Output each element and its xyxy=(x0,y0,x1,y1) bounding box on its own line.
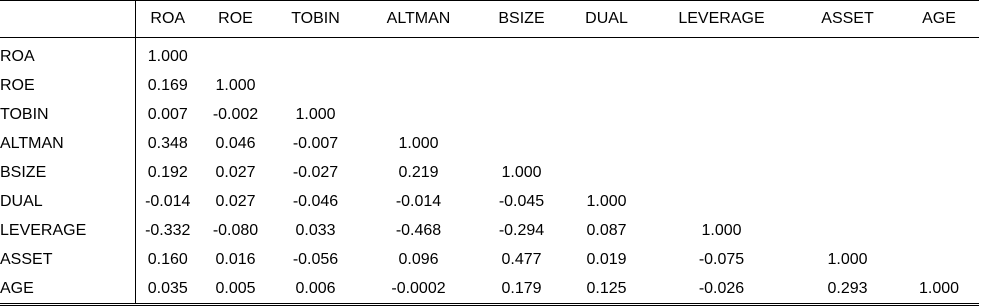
table-cell xyxy=(477,129,566,158)
table-cell xyxy=(796,158,899,187)
table-row xyxy=(0,129,979,158)
table-cell: 0.087 xyxy=(586,221,627,239)
table-cell: 1.000 xyxy=(295,105,336,123)
row-label: ROA xyxy=(0,38,135,72)
table-cell: -0.046 xyxy=(292,192,339,210)
table-cell xyxy=(899,245,979,274)
column-header: BSIZE xyxy=(498,10,545,27)
table-cell xyxy=(796,38,899,72)
table-cell: -0.007 xyxy=(292,134,339,152)
column-header: ROE xyxy=(218,10,253,27)
table-cell: -0.056 xyxy=(292,250,339,268)
table-cell: -0.045 xyxy=(498,192,545,210)
table-cell xyxy=(796,129,899,158)
column-header: LEVERAGE xyxy=(678,10,765,27)
table-cell: 1.000 xyxy=(827,250,868,268)
column-header: TOBIN xyxy=(291,10,340,27)
table-cell: -0.014 xyxy=(395,192,442,210)
table-cell xyxy=(899,158,979,187)
table-cell: -0.0002 xyxy=(391,279,446,297)
table-cell: 1.000 xyxy=(918,279,960,297)
table-cell xyxy=(647,71,796,100)
table-cell: 0.006 xyxy=(295,279,336,297)
table-cell xyxy=(899,187,979,216)
table-row xyxy=(0,216,979,245)
table-cell: 0.169 xyxy=(147,76,188,94)
table-cell: 1.000 xyxy=(215,76,256,94)
table-cell: 0.096 xyxy=(398,250,439,268)
table-cell: -0.026 xyxy=(698,279,745,297)
table-cell: 1.000 xyxy=(701,221,742,239)
row-label: ALTMAN xyxy=(0,129,135,158)
table-cell: 1.000 xyxy=(398,134,439,152)
row-label: DUAL xyxy=(0,187,135,216)
table-cell: 0.033 xyxy=(295,221,336,239)
table-cell: 0.027 xyxy=(215,163,256,181)
table-cell xyxy=(899,38,979,72)
table-row xyxy=(0,38,979,72)
table-row xyxy=(0,100,979,129)
table-cell xyxy=(477,38,566,72)
table-cell: -0.075 xyxy=(698,250,745,268)
table-row xyxy=(0,274,979,305)
row-label: ASSET xyxy=(0,245,135,274)
table-cell: 0.192 xyxy=(147,163,188,181)
table-row xyxy=(0,245,979,274)
table-cell: -0.080 xyxy=(212,221,259,239)
header-row xyxy=(0,1,979,38)
table-cell: -0.468 xyxy=(395,221,442,239)
table-cell xyxy=(796,100,899,129)
table-cell xyxy=(899,216,979,245)
table-cell xyxy=(899,129,979,158)
table-cell xyxy=(271,38,360,72)
table-cell: 0.027 xyxy=(215,192,256,210)
table-row xyxy=(0,71,979,100)
table-cell xyxy=(360,38,477,72)
table-cell xyxy=(647,158,796,187)
table-cell xyxy=(566,158,647,187)
table-cell: 0.019 xyxy=(586,250,627,268)
table-cell: 0.160 xyxy=(147,250,188,268)
table-row xyxy=(0,158,979,187)
column-header: DUAL xyxy=(585,10,628,27)
table-cell xyxy=(647,38,796,72)
table-cell: -0.027 xyxy=(292,163,339,181)
table-cell: 0.179 xyxy=(501,279,542,297)
table-cell xyxy=(566,38,647,72)
table-cell xyxy=(796,187,899,216)
table-cell: 0.016 xyxy=(215,250,256,268)
table-row xyxy=(0,187,979,216)
table-cell xyxy=(796,71,899,100)
table-cell: 0.219 xyxy=(398,163,439,181)
table-cell xyxy=(899,71,979,100)
table-cell xyxy=(566,71,647,100)
column-header: ROA xyxy=(150,10,186,27)
table-cell xyxy=(477,100,566,129)
table-cell: -0.294 xyxy=(498,221,545,239)
table-cell: 0.477 xyxy=(501,250,542,268)
header-corner-cell xyxy=(0,1,135,38)
table-cell xyxy=(360,100,477,129)
table-cell xyxy=(647,187,796,216)
table-cell: 0.007 xyxy=(147,105,188,123)
table-cell: 0.046 xyxy=(215,134,256,152)
table-cell: 0.035 xyxy=(147,279,188,297)
table-cell xyxy=(647,129,796,158)
table-cell xyxy=(647,100,796,129)
table-cell xyxy=(566,129,647,158)
column-header: ASSET xyxy=(821,10,874,27)
table-cell: 1.000 xyxy=(501,163,542,181)
row-label: TOBIN xyxy=(0,100,135,129)
table-cell: 1.000 xyxy=(586,192,627,210)
table-cell xyxy=(566,100,647,129)
table-cell xyxy=(360,71,477,100)
table-cell: -0.002 xyxy=(212,105,259,123)
table-cell: 0.348 xyxy=(147,134,188,152)
row-label: LEVERAGE xyxy=(0,216,135,245)
table-cell xyxy=(477,71,566,100)
table-body xyxy=(0,38,979,305)
row-label: AGE xyxy=(0,274,135,305)
table-cell: -0.014 xyxy=(145,192,191,210)
table-cell: 0.005 xyxy=(215,279,256,297)
table-cell: -0.332 xyxy=(145,221,191,239)
table-cell xyxy=(271,71,360,100)
table-cell: 0.293 xyxy=(827,279,868,297)
table-cell xyxy=(200,38,271,72)
row-label: ROE xyxy=(0,71,135,100)
table-cell: 1.000 xyxy=(147,47,188,65)
column-header: AGE xyxy=(922,10,956,27)
table-cell xyxy=(899,100,979,129)
table-cell: 0.125 xyxy=(586,279,627,297)
column-header: ALTMAN xyxy=(386,10,451,27)
row-label: BSIZE xyxy=(0,158,135,187)
table-cell xyxy=(796,216,899,245)
